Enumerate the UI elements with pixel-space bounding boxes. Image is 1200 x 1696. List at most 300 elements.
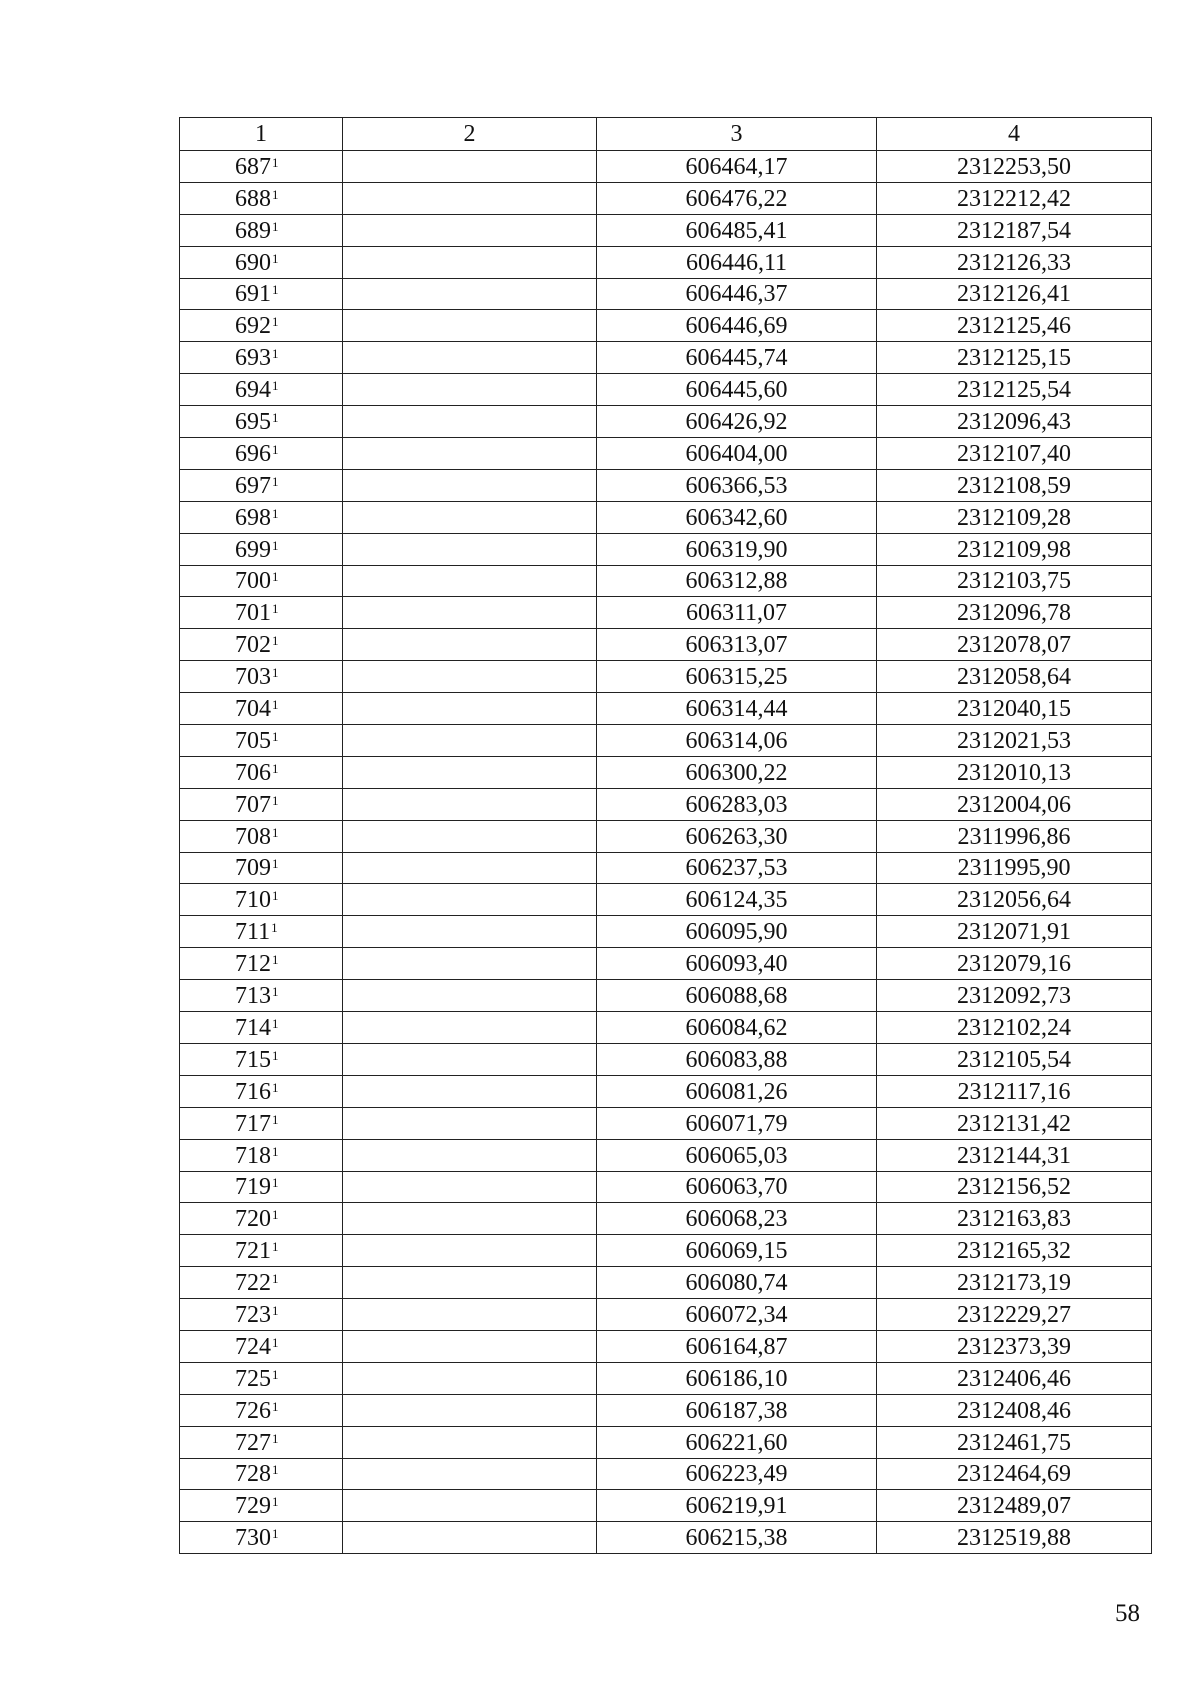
col-2-cell — [343, 438, 597, 470]
coordinate-x-cell: 606221,60 — [597, 1426, 877, 1458]
coordinate-x-cell: 606426,92 — [597, 406, 877, 438]
point-number-cell — [180, 1267, 343, 1299]
point-number: 705 — [235, 727, 271, 754]
point-number-cell — [180, 629, 343, 661]
table-row — [180, 788, 1152, 820]
coordinate-x-cell: 606069,15 — [597, 1235, 877, 1267]
point-number: 687 — [235, 153, 271, 180]
coordinate-x-cell: 606084,62 — [597, 1012, 877, 1044]
coordinate-y-cell: 2311996,86 — [877, 820, 1152, 852]
point-number-superscript: 1 — [272, 1143, 279, 1159]
point-number-cell — [180, 1330, 343, 1362]
coordinate-y-cell: 2312464,69 — [877, 1458, 1152, 1490]
coordinate-x-cell: 606445,60 — [597, 374, 877, 406]
coordinate-y-cell: 2312096,43 — [877, 406, 1152, 438]
col-2-cell — [343, 948, 597, 980]
point-number: 716 — [235, 1078, 271, 1105]
point-number-cell — [180, 438, 343, 470]
col-2-cell — [343, 980, 597, 1012]
table-row — [180, 246, 1152, 278]
coordinate-y-cell: 2312056,64 — [877, 884, 1152, 916]
point-number-cell — [180, 246, 343, 278]
coordinate-x-cell: 606081,26 — [597, 1075, 877, 1107]
coordinate-x-cell: 606312,88 — [597, 565, 877, 597]
coordinate-x-cell: 606215,38 — [597, 1522, 877, 1554]
point-number: 717 — [235, 1110, 271, 1137]
point-number-superscript: 1 — [272, 1398, 279, 1414]
point-number-cell — [180, 1107, 343, 1139]
coordinate-y-cell: 2312079,16 — [877, 948, 1152, 980]
point-number: 714 — [235, 1014, 271, 1041]
table-body — [180, 151, 1152, 1554]
coordinate-x-cell: 606072,34 — [597, 1299, 877, 1331]
col-2-cell — [343, 788, 597, 820]
point-number-superscript: 1 — [272, 1526, 279, 1542]
col-2-cell — [343, 693, 597, 725]
coordinate-x-cell: 606446,69 — [597, 310, 877, 342]
coordinate-x-cell: 606083,88 — [597, 1043, 877, 1075]
point-number: 688 — [235, 185, 271, 212]
point-number-superscript: 1 — [272, 410, 279, 426]
point-number: 730 — [235, 1525, 271, 1552]
point-number: 710 — [235, 887, 271, 914]
col-2-cell — [343, 916, 597, 948]
point-number-superscript: 1 — [272, 569, 279, 585]
table-row — [180, 1235, 1152, 1267]
point-number: 699 — [235, 536, 271, 563]
col-2-cell — [343, 597, 597, 629]
point-number: 695 — [235, 409, 271, 436]
coordinate-y-cell: 2312212,42 — [877, 182, 1152, 214]
col-2-cell — [343, 884, 597, 916]
coordinate-y-cell: 2312406,46 — [877, 1362, 1152, 1394]
point-number-cell — [180, 948, 343, 980]
col-2-cell — [343, 501, 597, 533]
point-number-cell — [180, 693, 343, 725]
point-number-cell — [180, 1458, 343, 1490]
coordinate-y-cell: 2312144,31 — [877, 1139, 1152, 1171]
coordinate-y-cell: 2312058,64 — [877, 661, 1152, 693]
point-number-cell — [180, 1171, 343, 1203]
point-number-superscript: 1 — [272, 792, 279, 808]
point-number: 720 — [235, 1206, 271, 1233]
table-row — [180, 151, 1152, 183]
point-number: 708 — [235, 823, 271, 850]
col-2-cell — [343, 1299, 597, 1331]
point-number-cell — [180, 725, 343, 757]
coordinate-x-cell: 606300,22 — [597, 756, 877, 788]
point-number-cell — [180, 151, 343, 183]
col-2-cell — [343, 533, 597, 565]
point-number: 729 — [235, 1493, 271, 1520]
coordinate-y-cell: 2312010,13 — [877, 756, 1152, 788]
col-2-cell — [343, 1394, 597, 1426]
point-number-superscript: 1 — [272, 984, 279, 1000]
point-number-cell — [180, 1043, 343, 1075]
point-number-cell — [180, 1299, 343, 1331]
point-number-cell — [180, 756, 343, 788]
col-2-cell — [343, 310, 597, 342]
coordinates-table — [179, 117, 1152, 1554]
coordinate-y-cell: 2312126,33 — [877, 246, 1152, 278]
point-number-superscript: 1 — [272, 760, 279, 776]
coordinate-y-cell: 2312125,54 — [877, 374, 1152, 406]
point-number: 693 — [235, 345, 271, 372]
point-number-superscript: 1 — [272, 218, 279, 234]
coordinate-x-cell: 606068,23 — [597, 1203, 877, 1235]
col-2-cell — [343, 1107, 597, 1139]
point-number-superscript: 1 — [272, 314, 279, 330]
table-row — [180, 1330, 1152, 1362]
point-number-superscript: 1 — [272, 1334, 279, 1350]
coordinate-x-cell: 606219,91 — [597, 1490, 877, 1522]
point-number-cell — [180, 1235, 343, 1267]
point-number-cell — [180, 1522, 343, 1554]
col-2-cell — [343, 342, 597, 374]
point-number-superscript: 1 — [272, 665, 279, 681]
coordinate-x-cell: 606071,79 — [597, 1107, 877, 1139]
point-number: 697 — [235, 472, 271, 499]
coordinate-y-cell: 2312109,28 — [877, 501, 1152, 533]
point-number: 721 — [235, 1238, 271, 1265]
table-row — [180, 1012, 1152, 1044]
coordinate-y-cell: 2312107,40 — [877, 438, 1152, 470]
coordinate-y-cell: 2312109,98 — [877, 533, 1152, 565]
col-2-cell — [343, 1426, 597, 1458]
point-number-superscript: 1 — [272, 1015, 279, 1031]
point-number: 723 — [235, 1301, 271, 1328]
coordinate-x-cell: 606186,10 — [597, 1362, 877, 1394]
point-number-superscript: 1 — [272, 697, 279, 713]
col-2-cell — [343, 151, 597, 183]
coordinate-x-cell: 606311,07 — [597, 597, 877, 629]
table-row — [180, 310, 1152, 342]
table-row — [180, 629, 1152, 661]
point-number: 700 — [235, 568, 271, 595]
table-row — [180, 342, 1152, 374]
col-2-cell — [343, 1490, 597, 1522]
point-number-superscript: 1 — [272, 282, 279, 298]
table-row — [180, 1458, 1152, 1490]
point-number: 715 — [235, 1046, 271, 1073]
point-number-superscript: 1 — [272, 824, 279, 840]
point-number-superscript: 1 — [272, 1430, 279, 1446]
point-number-cell — [180, 565, 343, 597]
point-number-cell — [180, 820, 343, 852]
point-number: 698 — [235, 504, 271, 531]
table-row — [180, 1139, 1152, 1171]
table-row — [180, 469, 1152, 501]
col-2-cell — [343, 1330, 597, 1362]
point-number-superscript: 1 — [272, 186, 279, 202]
coordinate-y-cell: 2312117,16 — [877, 1075, 1152, 1107]
coordinate-y-cell: 2312078,07 — [877, 629, 1152, 661]
col-2-cell — [343, 406, 597, 438]
point-number-cell — [180, 1139, 343, 1171]
point-number-cell — [180, 1426, 343, 1458]
coordinate-y-cell: 2312071,91 — [877, 916, 1152, 948]
point-number-cell — [180, 661, 343, 693]
col-2-cell — [343, 1043, 597, 1075]
col-2-cell — [343, 820, 597, 852]
point-number-superscript: 1 — [272, 473, 279, 489]
page-number: 58 — [1115, 1600, 1140, 1627]
col-2-cell — [343, 1139, 597, 1171]
point-number-superscript: 1 — [272, 888, 279, 904]
point-number: 719 — [235, 1174, 271, 1201]
point-number: 722 — [235, 1270, 271, 1297]
col-2-cell — [343, 1203, 597, 1235]
col-2-cell — [343, 756, 597, 788]
table-row — [180, 948, 1152, 980]
coordinate-y-cell: 2312163,83 — [877, 1203, 1152, 1235]
point-number-superscript: 1 — [272, 346, 279, 362]
point-number-cell — [180, 852, 343, 884]
coordinate-x-cell: 606237,53 — [597, 852, 877, 884]
coordinate-x-cell: 606446,37 — [597, 278, 877, 310]
coordinate-x-cell: 606485,41 — [597, 214, 877, 246]
coordinate-y-cell: 2312131,42 — [877, 1107, 1152, 1139]
point-number-cell — [180, 310, 343, 342]
col-2-cell — [343, 246, 597, 278]
point-number-cell — [180, 1203, 343, 1235]
table-row — [180, 1267, 1152, 1299]
point-number-superscript: 1 — [272, 1302, 279, 1318]
coordinate-x-cell: 606342,60 — [597, 501, 877, 533]
point-number: 711 — [235, 919, 271, 946]
point-number-superscript: 1 — [272, 1239, 279, 1255]
point-number-superscript: 1 — [272, 601, 279, 617]
col-2-cell — [343, 629, 597, 661]
header-col-4: 4 — [877, 118, 1152, 151]
table-row — [180, 214, 1152, 246]
point-number: 712 — [235, 951, 271, 978]
point-number: 728 — [235, 1461, 271, 1488]
point-number-cell — [180, 884, 343, 916]
table-row — [180, 661, 1152, 693]
col-2-cell — [343, 1522, 597, 1554]
point-number: 713 — [235, 983, 271, 1010]
point-number: 689 — [235, 217, 271, 244]
coordinate-y-cell: 2312165,32 — [877, 1235, 1152, 1267]
point-number: 703 — [235, 664, 271, 691]
point-number-superscript: 1 — [272, 1207, 279, 1223]
point-number-cell — [180, 1490, 343, 1522]
coordinate-y-cell: 2312102,24 — [877, 1012, 1152, 1044]
point-number: 704 — [235, 696, 271, 723]
coordinate-y-cell: 2312125,46 — [877, 310, 1152, 342]
point-number-superscript: 1 — [272, 1494, 279, 1510]
point-number: 702 — [235, 632, 271, 659]
coordinate-x-cell: 606080,74 — [597, 1267, 877, 1299]
coordinate-x-cell: 606065,03 — [597, 1139, 877, 1171]
col-2-cell — [343, 1171, 597, 1203]
point-number-cell — [180, 501, 343, 533]
coordinate-x-cell: 606283,03 — [597, 788, 877, 820]
col-2-cell — [343, 1235, 597, 1267]
table-row — [180, 1362, 1152, 1394]
coordinate-y-cell: 2312519,88 — [877, 1522, 1152, 1554]
point-number-superscript: 1 — [272, 952, 279, 968]
point-number-cell — [180, 1362, 343, 1394]
coordinate-x-cell: 606315,25 — [597, 661, 877, 693]
coordinate-x-cell: 606464,17 — [597, 151, 877, 183]
coordinate-x-cell: 606314,44 — [597, 693, 877, 725]
col-2-cell — [343, 661, 597, 693]
point-number: 692 — [235, 313, 271, 340]
coordinate-x-cell: 606164,87 — [597, 1330, 877, 1362]
coordinate-y-cell: 2312092,73 — [877, 980, 1152, 1012]
table-row — [180, 1299, 1152, 1331]
col-2-cell — [343, 565, 597, 597]
table-row — [180, 597, 1152, 629]
col-2-cell — [343, 725, 597, 757]
coordinate-y-cell: 2312373,39 — [877, 1330, 1152, 1362]
coordinate-x-cell: 606446,11 — [597, 246, 877, 278]
table-row — [180, 374, 1152, 406]
table-row — [180, 693, 1152, 725]
coordinate-x-cell: 606404,00 — [597, 438, 877, 470]
coordinate-y-cell: 2312173,19 — [877, 1267, 1152, 1299]
coordinate-y-cell: 2312229,27 — [877, 1299, 1152, 1331]
coordinate-x-cell: 606445,74 — [597, 342, 877, 374]
point-number: 718 — [235, 1142, 271, 1169]
point-number-superscript: 1 — [272, 505, 279, 521]
point-number-cell — [180, 342, 343, 374]
point-number-superscript: 1 — [272, 250, 279, 266]
coordinate-y-cell: 2312126,41 — [877, 278, 1152, 310]
point-number-cell — [180, 406, 343, 438]
col-2-cell — [343, 214, 597, 246]
coordinate-x-cell: 606063,70 — [597, 1171, 877, 1203]
point-number-superscript: 1 — [272, 441, 279, 457]
point-number-superscript: 1 — [272, 1271, 279, 1287]
table-row — [180, 916, 1152, 948]
coordinate-x-cell: 606366,53 — [597, 469, 877, 501]
point-number-superscript: 1 — [272, 378, 279, 394]
coordinate-x-cell: 606263,30 — [597, 820, 877, 852]
table-row — [180, 820, 1152, 852]
coordinate-y-cell: 2312108,59 — [877, 469, 1152, 501]
point-number-cell — [180, 469, 343, 501]
point-number-superscript: 1 — [272, 1047, 279, 1063]
point-number: 701 — [235, 600, 271, 627]
point-number: 706 — [235, 759, 271, 786]
coordinate-x-cell: 606223,49 — [597, 1458, 877, 1490]
point-number-superscript: 1 — [272, 1366, 279, 1382]
col-2-cell — [343, 1267, 597, 1299]
point-number-cell — [180, 1012, 343, 1044]
coordinate-x-cell: 606313,07 — [597, 629, 877, 661]
col-2-cell — [343, 1075, 597, 1107]
coordinate-y-cell: 2312408,46 — [877, 1394, 1152, 1426]
table-row — [180, 1522, 1152, 1554]
point-number: 694 — [235, 377, 271, 404]
point-number-superscript: 1 — [272, 1175, 279, 1191]
table-row — [180, 884, 1152, 916]
table-header-row — [180, 118, 1152, 151]
coordinate-y-cell: 2312156,52 — [877, 1171, 1152, 1203]
coordinate-x-cell: 606124,35 — [597, 884, 877, 916]
table-row — [180, 533, 1152, 565]
coordinate-y-cell: 2312187,54 — [877, 214, 1152, 246]
coordinate-y-cell: 2312125,15 — [877, 342, 1152, 374]
col-2-cell — [343, 182, 597, 214]
table-row — [180, 1043, 1152, 1075]
col-2-cell — [343, 852, 597, 884]
coordinate-y-cell: 2312105,54 — [877, 1043, 1152, 1075]
table-row — [180, 182, 1152, 214]
header-col-3: 3 — [597, 118, 877, 151]
coordinate-x-cell: 606187,38 — [597, 1394, 877, 1426]
coordinate-x-cell: 606319,90 — [597, 533, 877, 565]
point-number-superscript: 1 — [272, 1111, 279, 1127]
table-row — [180, 756, 1152, 788]
coordinate-y-cell: 2312096,78 — [877, 597, 1152, 629]
coordinate-y-cell: 2312103,75 — [877, 565, 1152, 597]
coordinate-y-cell: 2312004,06 — [877, 788, 1152, 820]
coordinate-y-cell: 2312040,15 — [877, 693, 1152, 725]
point-number: 690 — [235, 249, 271, 276]
point-number-superscript: 1 — [272, 728, 279, 744]
col-2-cell — [343, 278, 597, 310]
table-row — [180, 1426, 1152, 1458]
coordinate-x-cell: 606095,90 — [597, 916, 877, 948]
point-number-superscript: 1 — [271, 920, 278, 936]
col-2-cell — [343, 469, 597, 501]
point-number: 724 — [235, 1333, 271, 1360]
point-number: 725 — [235, 1365, 271, 1392]
col-2-cell — [343, 1458, 597, 1490]
table-row — [180, 1107, 1152, 1139]
table-row — [180, 1490, 1152, 1522]
point-number: 707 — [235, 791, 271, 818]
col-2-cell — [343, 1362, 597, 1394]
coordinate-x-cell: 606476,22 — [597, 182, 877, 214]
point-number-cell — [180, 788, 343, 820]
point-number: 696 — [235, 440, 271, 467]
point-number-superscript: 1 — [272, 537, 279, 553]
table-row — [180, 725, 1152, 757]
point-number-cell — [180, 916, 343, 948]
coordinate-x-cell: 606088,68 — [597, 980, 877, 1012]
table-row — [180, 852, 1152, 884]
point-number-cell — [180, 1075, 343, 1107]
coordinate-y-cell: 2312489,07 — [877, 1490, 1152, 1522]
point-number-superscript: 1 — [272, 154, 279, 170]
coordinate-x-cell: 606093,40 — [597, 948, 877, 980]
point-number-superscript: 1 — [272, 1079, 279, 1095]
point-number-cell — [180, 533, 343, 565]
point-number: 726 — [235, 1397, 271, 1424]
point-number-cell — [180, 597, 343, 629]
table-row — [180, 1171, 1152, 1203]
point-number-cell — [180, 980, 343, 1012]
point-number-superscript: 1 — [272, 1462, 279, 1478]
point-number: 727 — [235, 1429, 271, 1456]
point-number-superscript: 1 — [272, 856, 279, 872]
table-row — [180, 278, 1152, 310]
header-col-1: 1 — [180, 118, 343, 151]
table-row — [180, 980, 1152, 1012]
table-row — [180, 438, 1152, 470]
coordinate-y-cell: 2311995,90 — [877, 852, 1152, 884]
coordinate-x-cell: 606314,06 — [597, 725, 877, 757]
point-number: 691 — [235, 281, 271, 308]
point-number-cell — [180, 374, 343, 406]
table-row — [180, 1394, 1152, 1426]
point-number-cell — [180, 182, 343, 214]
